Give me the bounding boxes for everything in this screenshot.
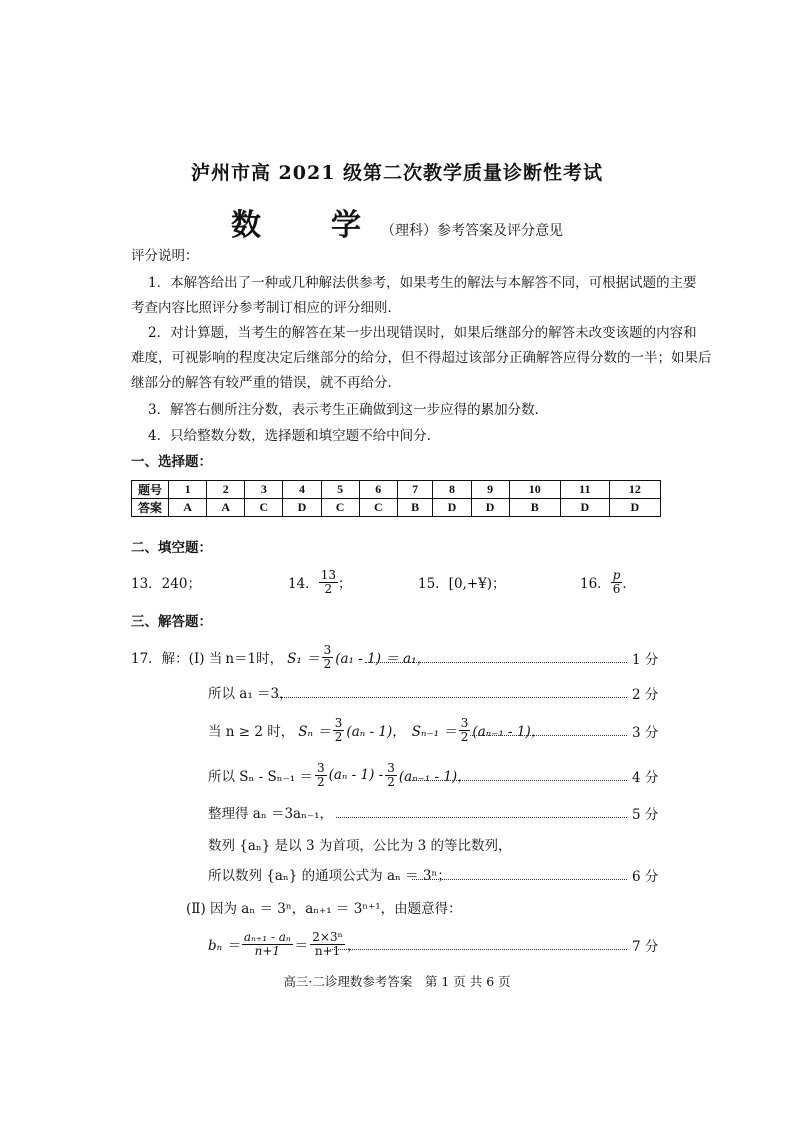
leader-dots xyxy=(336,816,627,818)
table-cell: C xyxy=(359,499,397,517)
table-cell: B xyxy=(509,499,560,517)
fraction-denominator: 2 xyxy=(387,774,395,789)
solution-formula: 所以 Sₙ - Sₙ₋₁ ＝ xyxy=(208,769,313,785)
solution-line-3 xyxy=(208,715,545,744)
score-label: 4 分 xyxy=(632,770,659,786)
note-line: 继部分的解答有较严重的错误，就不再给分． xyxy=(131,375,401,391)
solution-formula: bₙ ＝ xyxy=(208,938,240,954)
solution-formula: (a₁ - 1) ＝ a₁， xyxy=(335,651,431,667)
fraction xyxy=(242,931,293,958)
table-cell: C xyxy=(321,499,359,517)
score-label: 5 分 xyxy=(632,807,659,823)
solution-formula: Sₙ₋₁ ＝ xyxy=(411,724,457,740)
fill-answer-label: 14． xyxy=(288,576,319,592)
solution-formula: ＝ xyxy=(294,938,309,954)
leader-dots xyxy=(330,948,627,950)
leader-dots xyxy=(365,661,627,663)
solution-formula: ， xyxy=(346,938,361,954)
solution-text: 17．解：(Ⅰ) 当 xyxy=(131,651,223,667)
score-label: 3 分 xyxy=(632,725,659,741)
solution-line-6 xyxy=(208,832,512,856)
fraction-denominator: 2 xyxy=(323,656,332,671)
table-cell: 6 xyxy=(359,481,397,499)
table-cell: 11 xyxy=(560,481,609,499)
answer-table xyxy=(131,480,661,517)
solution-text: n＝1时， xyxy=(225,651,284,667)
note-line: 3．解答右侧所注分数，表示考生正确做到这一步应得的累加分数． xyxy=(148,402,549,418)
score-label: 7 分 xyxy=(632,939,659,955)
solution-line-9 xyxy=(208,929,361,958)
solution-text: 所以数列 {aₙ} 的通项公式为 aₙ ＝ 3ⁿ； xyxy=(208,868,451,884)
solution-text: 整理得 aₙ ＝3aₙ₋₁， xyxy=(208,806,333,822)
solution-text: 当 n ≥ 2 时， xyxy=(208,724,295,740)
table-cell: 1 xyxy=(169,481,207,499)
fraction xyxy=(333,717,345,744)
score-label: 2 分 xyxy=(632,687,659,703)
fill-answer-13 xyxy=(131,570,201,594)
table-cell: D xyxy=(433,499,471,517)
fill-answer-16 xyxy=(580,567,636,596)
solution-line-8 xyxy=(186,895,462,919)
solution-line-1 xyxy=(131,642,431,671)
fraction xyxy=(611,569,623,596)
subject-subtitle: （理科）参考答案及评分意见 xyxy=(381,223,563,239)
table-cell: 9 xyxy=(471,481,509,499)
fraction-numerator: 3 xyxy=(323,642,332,657)
table-cell: 5 xyxy=(321,481,359,499)
table-cell: 8 xyxy=(433,481,471,499)
fraction xyxy=(310,931,345,958)
fraction-denominator: n+1 xyxy=(254,943,281,958)
fraction-numerator: 2×3ⁿ xyxy=(312,929,343,944)
solution-formula: (aₙ - 1) - xyxy=(328,767,384,783)
solution-line-5 xyxy=(208,800,333,824)
fraction-numerator: 13 xyxy=(320,567,336,582)
fraction-numerator: 3 xyxy=(387,760,395,775)
table-cell: 7 xyxy=(397,481,433,499)
table-cell: 10 xyxy=(509,481,560,499)
note-line: 2．对计算题，当考生的解答在某一步出现错误时，如果后继部分的解答未改变该题的内容和 xyxy=(148,325,697,341)
table-cell: A xyxy=(207,499,245,517)
fraction-denominator: 2 xyxy=(460,729,469,744)
solution-formula: Sₙ ＝ xyxy=(298,724,331,740)
score-label: 1 分 xyxy=(632,652,659,668)
fraction xyxy=(459,717,471,744)
notes-heading: 评分说明： xyxy=(131,248,199,264)
table-cell: 2 xyxy=(207,481,245,499)
note-line: 难度，可视影响的程度决定后继部分的给分，但不得超过该部分正确解答应得分数的一半；如果后 xyxy=(131,350,712,366)
fraction-numerator: 3 xyxy=(460,715,469,730)
solution-line-4 xyxy=(208,760,471,789)
table-cell: D xyxy=(560,499,609,517)
leader-dots xyxy=(278,696,627,698)
fill-answer-15 xyxy=(418,570,506,594)
solution-formula: (aₙ - 1)， xyxy=(346,724,406,740)
score-label: 6 分 xyxy=(632,869,659,885)
table-row-answers xyxy=(132,499,661,517)
fraction-denominator: 6 xyxy=(612,581,621,596)
table-row-label: 题号 xyxy=(132,481,169,499)
fraction xyxy=(322,644,334,671)
section-solve-heading: 三、解答题： xyxy=(131,614,212,630)
table-cell: D xyxy=(283,499,321,517)
solution-line-7 xyxy=(208,862,451,886)
fill-answer-tail: ； xyxy=(337,576,352,592)
page-title: 泸州市高 2021 级第二次教学质量诊断性考试 xyxy=(190,162,604,184)
note-line: 考查内容比照评分参考制订相应的评分细则． xyxy=(131,300,401,316)
fraction-numerator: 3 xyxy=(316,760,325,775)
fraction-numerator: aₙ₊₁ - aₙ xyxy=(243,929,291,944)
fraction-denominator: 2 xyxy=(324,581,333,596)
page-footer: 高三·二诊理数参考答案 第 1 页 共 6 页 xyxy=(283,974,511,989)
fraction-denominator: 2 xyxy=(334,729,343,744)
page-subtitle xyxy=(0,200,794,244)
fill-answer-tail: ． xyxy=(622,576,636,592)
table-cell: 3 xyxy=(245,481,283,499)
solution-text: (Ⅱ) 因为 aₙ ＝ 3ⁿ，aₙ₊₁ ＝ 3ⁿ⁺¹，由题意得： xyxy=(186,901,462,917)
table-row-label: 答案 xyxy=(132,499,169,517)
leader-dots xyxy=(412,779,627,781)
fraction-denominator: 2 xyxy=(316,774,325,789)
fraction-denominator: n+1 xyxy=(314,943,341,958)
fraction xyxy=(315,762,327,789)
table-cell: A xyxy=(169,499,207,517)
fill-answer-14 xyxy=(288,567,352,596)
table-cell: 12 xyxy=(609,481,660,499)
solution-formula: S₁ ＝ xyxy=(287,651,320,667)
table-cell: C xyxy=(245,499,283,517)
leader-dots xyxy=(412,878,627,880)
table-cell: B xyxy=(397,499,433,517)
note-line: 4．只给整数分数，选择题和填空题不给中间分． xyxy=(148,428,441,444)
section-fill-heading: 二、填空题： xyxy=(131,540,212,556)
note-line: 1．本解答给出了一种或几种解法供参考，如果考生的解法与本解答不同，可根据试题的主要 xyxy=(148,275,697,291)
table-cell: D xyxy=(609,499,660,517)
section-choice-heading: 一、选择题： xyxy=(131,454,212,470)
solution-text: 数列 {aₙ} 是以 3 为首项，公比为 3 的等比数列， xyxy=(208,838,512,854)
solution-formula: (aₙ₋₁ - 1)， xyxy=(398,769,471,785)
table-row-numbers xyxy=(132,481,661,499)
fill-answer-label: 16． xyxy=(580,576,611,592)
fill-answer-text: 13．240； xyxy=(131,576,201,592)
fraction xyxy=(319,569,338,596)
fraction-numerator: 3 xyxy=(334,715,343,730)
solution-text: 所以 a₁ ＝3， xyxy=(208,686,293,702)
fraction-numerator: p xyxy=(612,567,621,582)
table-cell: 4 xyxy=(283,481,321,499)
solution-line-2 xyxy=(208,680,293,704)
fill-answer-text: 15．[0,+¥)； xyxy=(418,576,506,592)
subject-title: 数 学 xyxy=(231,208,381,243)
solution-formula: (aₙ₋₁ - 1)， xyxy=(472,724,545,740)
fraction xyxy=(385,762,397,789)
leader-dots xyxy=(470,734,627,736)
table-cell: D xyxy=(471,499,509,517)
